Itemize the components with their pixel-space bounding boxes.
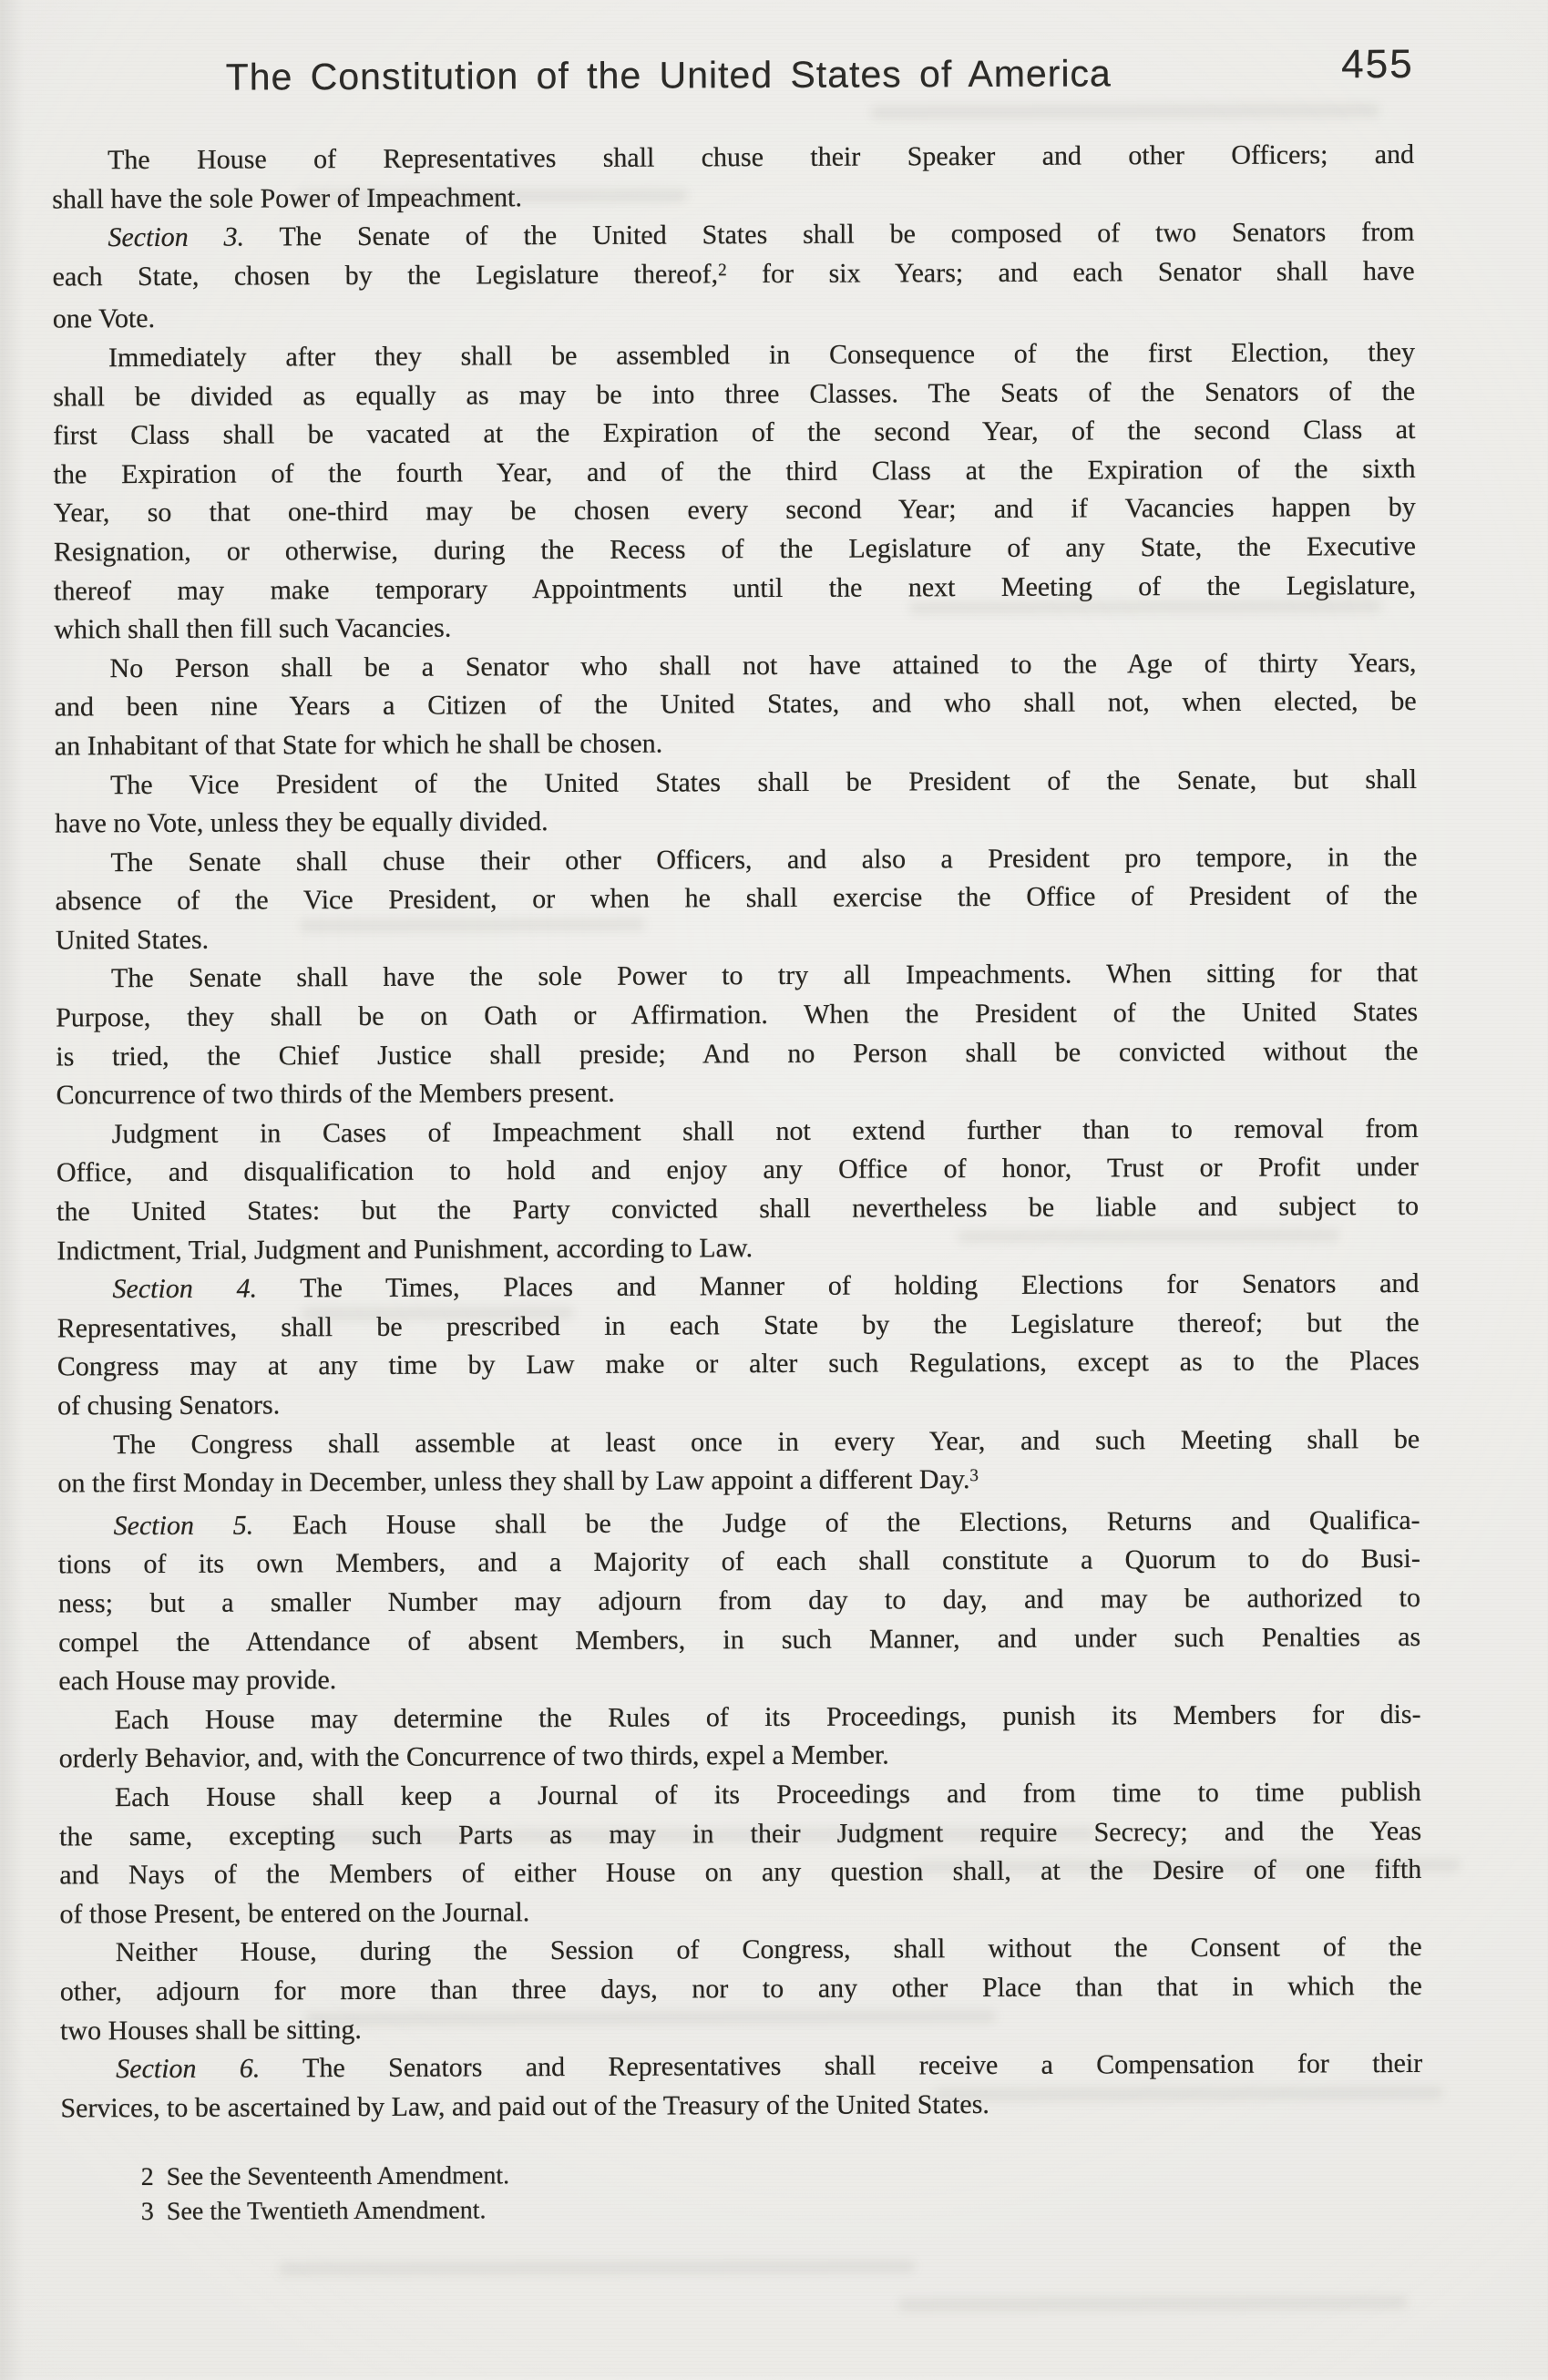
- text-segment: Judgment in Cases of Impeachment shall not extend further than to removal from: [111, 1113, 1419, 1150]
- text-segment: absence of the Vice President, or when he shall exercise the Office of President of the: [55, 880, 1418, 917]
- text-segment: tions of its own Members, and a Majority of each shall constitute a Quorum to do Busi-: [57, 1544, 1420, 1580]
- text-segment: Neither House, during the Session of Congress, shall without the Consent of the: [115, 1932, 1422, 1968]
- text-line: [60, 2045, 1422, 2089]
- text-segment: Representatives, shall be prescribed in each State by the Legislature thereof; but the: [56, 1307, 1420, 1344]
- text-line: [55, 722, 1417, 766]
- text-column: [51, 0, 1423, 2379]
- paragraph: [58, 1502, 1421, 1701]
- text-segment: The Senators and Representatives shall receive a Compensation for their: [260, 2047, 1423, 2084]
- text-line: [58, 1617, 1420, 1662]
- text-line: [57, 1459, 1420, 1507]
- text-segment: the same, excepting such Parts as may in their Judgment require Secrecy; and the Yeas: [59, 1815, 1422, 1852]
- text-segment: of chusing Senators.: [56, 1390, 281, 1421]
- text-segment: Each House may determine the Rules of its Proceedings, punish its Members for dis-: [114, 1698, 1421, 1735]
- text-segment: Purpose, they shall be on Oath or Affirmation. When the President of the United States: [56, 996, 1419, 1033]
- text-segment: orderly Behavior, and, with the Concurrence of two thirds, expel a Member.: [58, 1739, 889, 1774]
- text-segment: the Expiration of the fourth Year, and of the third Class at the Expiration of the sixth: [53, 453, 1416, 490]
- text-line: [56, 1226, 1419, 1271]
- text-segment: Concurrence of two thirds of the Members present.: [56, 1078, 615, 1111]
- text-line: [59, 1890, 1421, 1934]
- paragraph: [52, 213, 1415, 339]
- text-line: [60, 2084, 1422, 2129]
- text-line: [54, 566, 1416, 610]
- footnote-text: See the Twentieth Amendment.: [166, 2196, 487, 2226]
- text-line: [57, 1342, 1420, 1387]
- text-line: [55, 682, 1417, 727]
- text-line: [52, 136, 1414, 180]
- text-segment: The Senate shall chuse their other Officers, and also a President pro tempore, in the: [110, 841, 1418, 877]
- text-line: [56, 1187, 1419, 1232]
- text-segment: Office, and disqualification to hold and enjoy any Office of honor, Trust or Profit under: [56, 1152, 1419, 1188]
- text-segment: The Congress shall assemble at least once in every Year, and such Meeting shall be: [113, 1423, 1420, 1460]
- paragraph: [56, 1265, 1420, 1426]
- text-line: [56, 1265, 1419, 1309]
- text-segment: each House may provide.: [58, 1665, 337, 1697]
- text-line: [58, 1579, 1420, 1624]
- paragraph: [53, 333, 1416, 650]
- text-segment: on the first Monday in December, unless they shall by Law appoint a different Day.: [57, 1464, 970, 1499]
- text-segment: Congress may at any time by Law make or alter such Regulations, except as to the Places: [56, 1346, 1420, 1382]
- text-line: [60, 2006, 1422, 2050]
- text-line: [56, 993, 1418, 1038]
- text-line: [55, 760, 1417, 805]
- text-segment: The Senate shall have the sole Power to try all Impeachments. When sitting for that: [110, 958, 1419, 994]
- text-segment: each State, chosen by the Legislature thereof,: [52, 259, 719, 292]
- text-line: [52, 213, 1414, 258]
- text-segment: other, adjourn for more than three days, nor to any other Place than that in which the: [59, 1970, 1422, 2007]
- text-line: [56, 916, 1418, 960]
- text-line: [59, 1773, 1421, 1818]
- footnotes: [61, 2155, 1423, 2231]
- text-line: [56, 1071, 1418, 1115]
- text-segment: Indictment, Trial, Judgment and Punishment, according to Law.: [56, 1232, 753, 1267]
- footnote: [61, 2155, 1423, 2196]
- text-line: [57, 1421, 1420, 1465]
- running-title: The Constitution of the United States of America: [225, 52, 1112, 98]
- text-segment: have no Vote, unless they be equally divided.: [55, 806, 548, 839]
- text-line: [56, 1032, 1418, 1077]
- footnote: [61, 2190, 1423, 2231]
- text-line: [54, 605, 1416, 650]
- text-segment: for six Years; and each Senator shall have: [726, 255, 1415, 289]
- text-segment: two Houses shall be sitting.: [59, 2014, 362, 2046]
- text-line: [52, 175, 1414, 220]
- text-segment: Services, to be ascertained by Law, and paid out of the Treasury of the United States.: [60, 2088, 989, 2124]
- paragraph: [60, 1928, 1423, 2050]
- footnote-reference: 2: [718, 260, 727, 280]
- text-segment: Resignation, or otherwise, during the Recess of the Legislature of any State, the Executive: [53, 530, 1417, 568]
- text-segment: ness; but a smaller Number may adjourn from day to day, and may be authorized to: [57, 1582, 1421, 1619]
- text-segment: and been nine Years a Citizen of the United States, and who shall not, when elected, be: [54, 686, 1417, 723]
- text-line: [53, 252, 1415, 301]
- paragraph: [52, 136, 1414, 220]
- text-line: [59, 1811, 1421, 1856]
- text-line: [53, 294, 1415, 339]
- paragraph: [55, 760, 1417, 844]
- text-segment: the United States: but the Party convicted shall nevertheless be liable and subject to: [56, 1190, 1420, 1227]
- text-line: [54, 644, 1416, 689]
- text-line: [58, 1540, 1420, 1585]
- paragraph: [59, 1773, 1422, 1934]
- text-segment: compel the Attendance of absent Members, in such Manner, and under such Penalties as: [58, 1621, 1421, 1657]
- footnote-marker: 3: [140, 2197, 154, 2227]
- text-segment: Immediately after they shall be assembled in Consequence of the first Election, they: [108, 336, 1416, 374]
- text-segment: thereof may make temporary Appointments until the next Meeting of the Legislature,: [54, 569, 1417, 606]
- text-segment: Section 5.: [113, 1510, 254, 1541]
- text-segment: The Senate of the United States shall be composed of two Senators from: [244, 217, 1415, 252]
- text-segment: No Person shall be a Senator who shall not have attained to the Age of thirty Years,: [109, 647, 1417, 683]
- text-segment: Section 6.: [116, 2053, 261, 2085]
- text-segment: The Times, Places and Manner of holding Elections for Senators and: [256, 1268, 1420, 1304]
- paragraph: [56, 1110, 1420, 1271]
- footnote-reference: 3: [969, 1466, 979, 1486]
- text-line: [56, 954, 1418, 999]
- text-line: [55, 838, 1417, 883]
- text-segment: is tried, the Chief Justice shall preside; And no Person shall be convicted without the: [56, 1035, 1419, 1072]
- text-line: [60, 1928, 1422, 1973]
- text-segment: an Inhabitant of that State for which he shall be chosen.: [54, 728, 663, 762]
- text-line: [55, 799, 1417, 844]
- text-segment: first Class shall be vacated at the Expiration of the second Year, of the second Class at: [53, 415, 1416, 451]
- text-line: [56, 877, 1418, 921]
- paragraph: [56, 954, 1419, 1115]
- text-line: [53, 333, 1415, 378]
- text-segment: which shall then fill such Vacancies.: [54, 612, 452, 645]
- text-segment: Each House shall be the Judge of the Elections, Returns and Qualifica-: [253, 1504, 1420, 1541]
- page-header: [51, 0, 1414, 112]
- text-segment: shall have the sole Power of Impeachment.: [52, 181, 522, 215]
- text-segment: The House of Representatives shall chuse their Speaker and other Officers; and: [107, 138, 1415, 176]
- text-line: [57, 1304, 1420, 1349]
- text-line: [54, 528, 1416, 572]
- page-number: 455: [1341, 41, 1414, 87]
- text-line: [59, 1851, 1421, 1895]
- text-segment: and Nays of the Members of either House on any question shall, at the Desire of one fifth: [59, 1854, 1422, 1891]
- text-segment: shall be divided as equally as may be into three Classes. The Seats of the Senators of the: [53, 375, 1416, 413]
- text-line: [59, 1734, 1421, 1779]
- footnote-text: See the Seventeenth Amendment.: [166, 2161, 510, 2191]
- text-line: [53, 450, 1415, 495]
- paragraph: [54, 644, 1417, 766]
- paragraph: [58, 1696, 1420, 1780]
- text-segment: Year, so that one-third may be chosen every second Year; and if Vacancies happen by: [53, 492, 1416, 528]
- paragraph: [57, 1421, 1420, 1508]
- text-line: [58, 1657, 1420, 1701]
- text-segment: The Vice President of the United States shall be President of the Senate, but shall: [109, 764, 1418, 800]
- text-segment: one Vote.: [52, 303, 156, 334]
- text-segment: of those Present, be entered on the Journal.: [59, 1896, 530, 1930]
- text-line: [57, 1381, 1420, 1426]
- text-line: [53, 372, 1415, 416]
- text-segment: Section 3.: [108, 221, 245, 253]
- text-line: [56, 1148, 1419, 1193]
- text-line: [58, 1696, 1420, 1740]
- text-segment: United States.: [55, 924, 210, 956]
- text-line: [53, 411, 1415, 456]
- text-line: [54, 488, 1416, 533]
- paragraph: [55, 838, 1418, 960]
- footnote-marker: 2: [140, 2162, 154, 2192]
- constitution-body-text: [52, 136, 1422, 2129]
- text-segment: Section 4.: [112, 1273, 258, 1305]
- text-line: [56, 1110, 1419, 1154]
- text-segment: Each House shall keep a Journal of its Proceedings and from time to time publish: [114, 1776, 1421, 1813]
- text-line: [58, 1502, 1420, 1546]
- text-line: [60, 1967, 1422, 2012]
- paragraph: [60, 2045, 1422, 2129]
